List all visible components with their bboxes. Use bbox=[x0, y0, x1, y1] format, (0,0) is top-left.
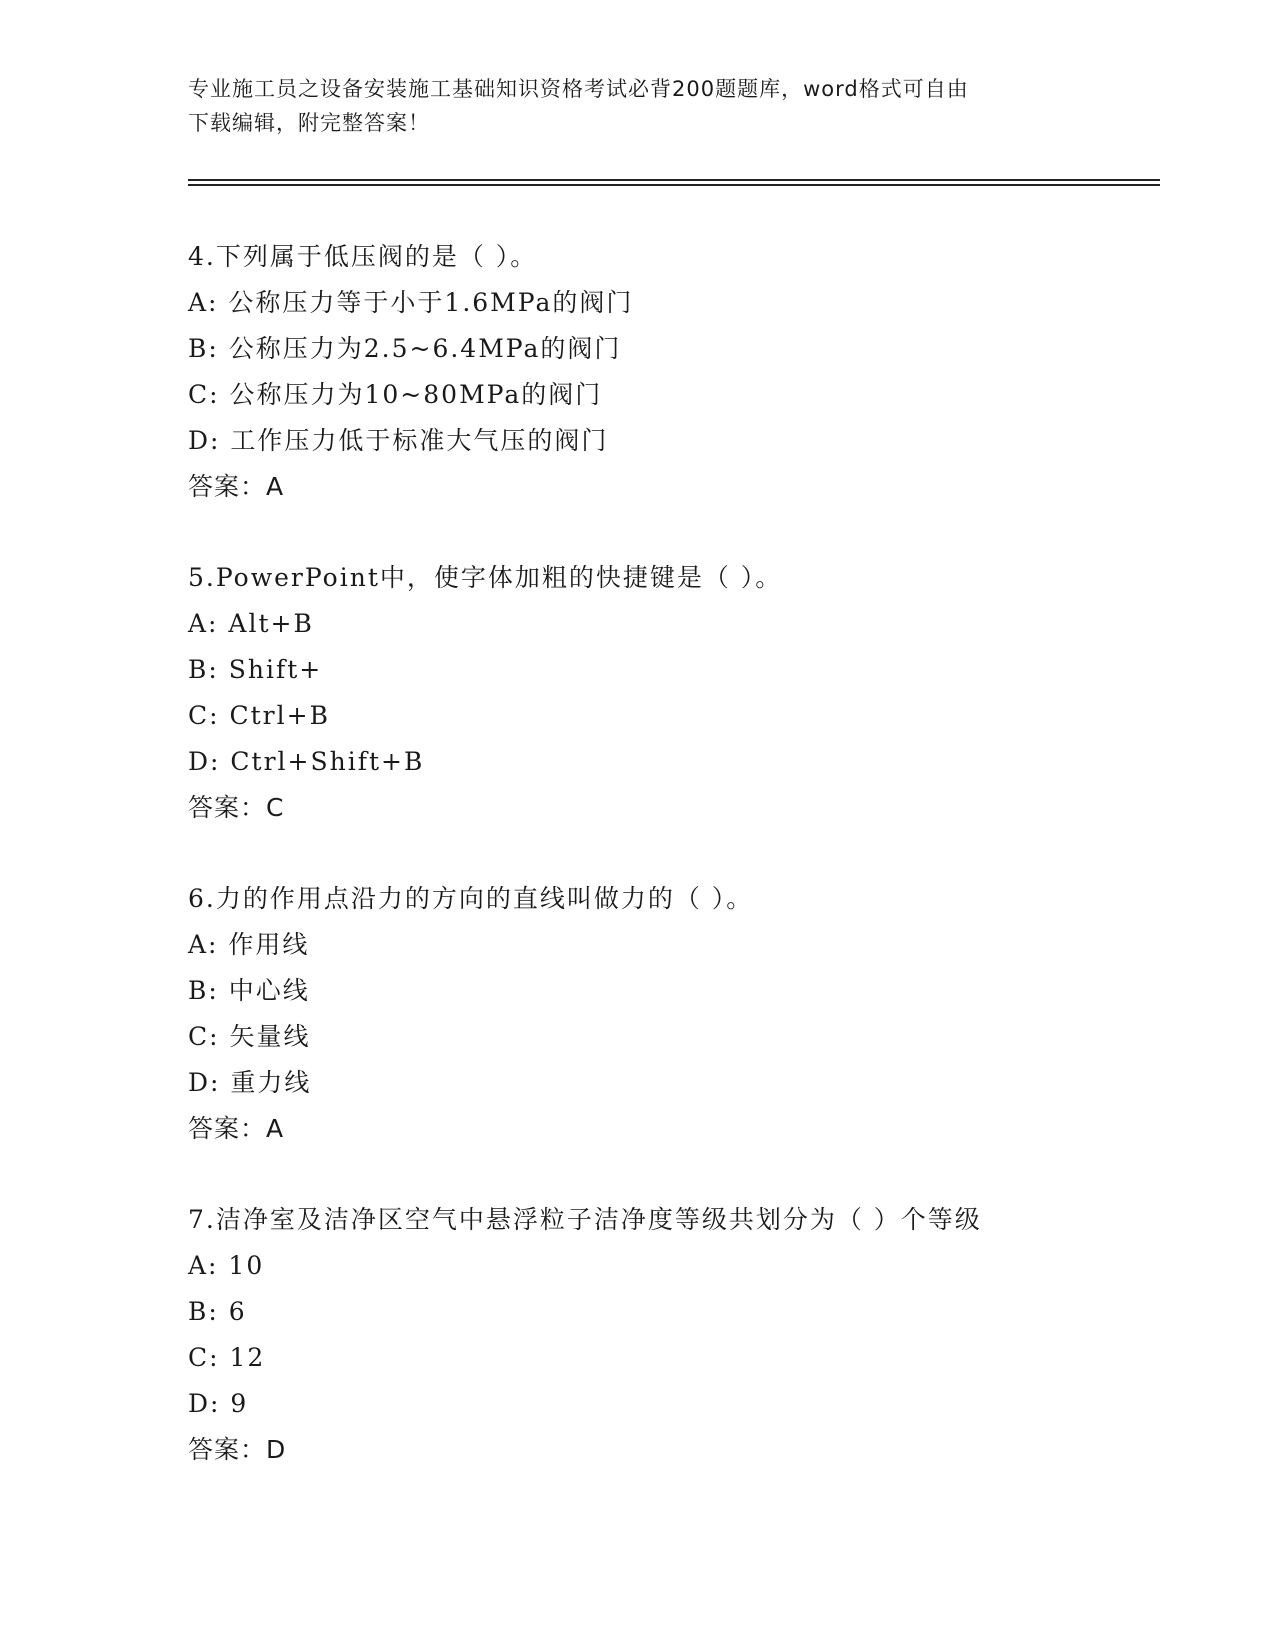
question-block bbox=[188, 555, 1148, 831]
option-a: A: 作用线 bbox=[188, 930, 310, 959]
answer-line: 答案：A bbox=[188, 472, 285, 501]
question-block bbox=[188, 876, 1148, 1152]
answer-line: 答案：C bbox=[188, 793, 285, 822]
header-line-2: 下载编辑，附完整答案！ bbox=[188, 111, 430, 135]
option-d: D: Ctrl+Shift+B bbox=[188, 747, 425, 776]
option-a: A: 公称压力等于小于1.6MPa的阀门 bbox=[188, 288, 634, 317]
option-d: D: 重力线 bbox=[188, 1068, 312, 1097]
question-stem: 5.PowerPoint中，使字体加粗的快捷键是（ ）。 bbox=[188, 563, 783, 592]
question-block bbox=[188, 1197, 1148, 1473]
option-a: A: 10 bbox=[188, 1251, 265, 1280]
header-line-1: 专业施工员之设备安装施工基础知识资格考试必背200题题库，word格式可自由 bbox=[188, 77, 969, 101]
option-c: C: 12 bbox=[188, 1343, 266, 1372]
question-stem: 6.力的作用点沿力的方向的直线叫做力的（ ）。 bbox=[188, 884, 754, 913]
option-c: C: 矢量线 bbox=[188, 1022, 311, 1051]
question-stem: 7.洁净室及洁净区空气中悬浮粒子洁净度等级共划分为（ ）个等级 bbox=[188, 1205, 982, 1234]
question-block bbox=[188, 234, 1148, 510]
answer-line: 答案：A bbox=[188, 1114, 285, 1143]
option-c: C: Ctrl+B bbox=[188, 701, 330, 730]
document-header bbox=[188, 72, 1088, 140]
option-d: D: 工作压力低于标准大气压的阀门 bbox=[188, 426, 609, 455]
option-b: B: 公称压力为2.5~6.4MPa的阀门 bbox=[188, 334, 622, 363]
question-stem: 4.下列属于低压阀的是（ ）。 bbox=[188, 242, 538, 271]
option-c: C: 公称压力为10~80MPa的阀门 bbox=[188, 380, 603, 409]
header-divider-bottom bbox=[188, 184, 1160, 186]
option-b: B: 中心线 bbox=[188, 976, 310, 1005]
header-divider-top bbox=[188, 179, 1160, 181]
option-d: D: 9 bbox=[188, 1389, 249, 1418]
option-b: B: 6 bbox=[188, 1297, 247, 1326]
option-a: A: Alt+B bbox=[188, 609, 314, 638]
answer-line: 答案：D bbox=[188, 1435, 287, 1464]
option-b: B: Shift+ bbox=[188, 655, 323, 684]
